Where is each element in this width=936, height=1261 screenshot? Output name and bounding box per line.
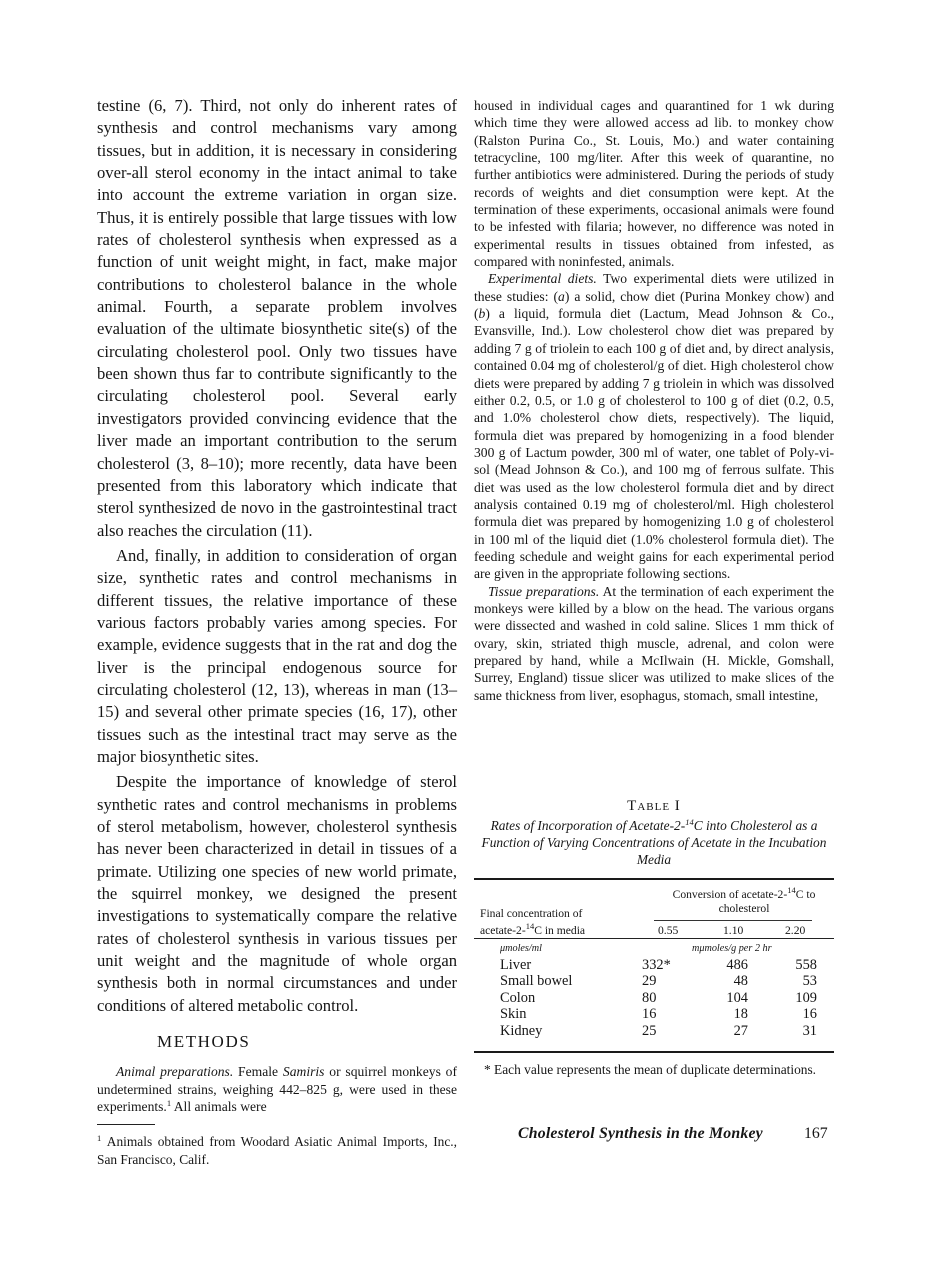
table-row xyxy=(474,1006,834,1022)
column-header: 1.10 xyxy=(723,924,744,937)
footnote-divider xyxy=(97,1124,155,1125)
footnote xyxy=(97,1133,457,1168)
superscript: 14 xyxy=(525,920,535,931)
table-header xyxy=(474,880,834,938)
table-cell: 109 xyxy=(795,989,817,1006)
text-span: ) a liquid, formula diet (Lactum, Mead Johnson & Co., Evansville, Ind.). Low cholesterol chow diet was prepared by adding 7 g of triolein to each 100 g of diet and, by direct analysis, contained 0.04 mg of cholesterol/g of diet. High cholesterol chow diets were prepared by adding 7 g triolein in which was dissolved either 0.2, 0.5, or 1.0 g of cholesterol to 100 g of diet (0.2, 0.5, and 1.0% cholesterol chow diets, respectively). The liquid, formula diet was prepared by homogenizing in a food blender 300 g of Lactum powder, 300 ml of water, one tablet of Poly-vi-sol (Mead Johnson & Co.), and 100 mg of ferrous sulfate. This diet was used as the low cholesterol formula diet and by direct analysis contained 0.19 mg of cholesterol/ml. High cholesterol formula diet was prepared by homogenizing 1.0 g of cholesterol in 100 ml of the liquid diet (1.0% cholesterol formula diet). The feeding schedule and weight gains for each experimental period are given in the appropriate following sections. xyxy=(474,306,834,582)
tissue-name: Liver xyxy=(500,957,532,973)
run-in-heading: Experimental diets. xyxy=(488,271,597,287)
caption-text: C into Cholesterol as a Function of Varying Concentrations of Acetate in the Incubation Media xyxy=(481,818,827,867)
list-letter: a xyxy=(558,288,565,304)
footnote-marker: 1 xyxy=(97,1133,102,1144)
superscript: 14 xyxy=(787,885,796,895)
footnote-text: Animals obtained from Woodard Asiatic Animal Imports, Inc., San Francisco, Calif. xyxy=(97,1134,457,1167)
table-caption xyxy=(474,817,834,868)
text-span: At the termination of each experiment the monkeys were killed by a blow on the head. The various organs were dissected and washed in cold saline. Slices 1 mm thick of ovary, skin, striated thigh muscle, adrenal, and colon were prepared by hand, while a McIlwain (H. Mickle, Gomshall, Surrey, England) tissue slicer was utilized to make slices of the same thickness from liver, esophagus, stomach, small intestine, xyxy=(474,583,834,703)
row-header-line: acetate-2- xyxy=(480,923,526,937)
body-paragraph: Despite the importance of knowledge of sterol synthetic rates and control mechanisms in problems of sterol metabolism, however, cholesterol synthesis has never been characterized in detail in tissues of a primate. Utilizing one species of new world primate, the squirrel monkey, we designed the present investigations to systematically compare the relative rates of cholesterol synthesis in various tissues per unit weight and the magnitude of whole organ synthesis both in normal circumstances and under conditions of altered metabolic control. xyxy=(97,772,457,1015)
list-letter: b xyxy=(478,306,486,322)
table-cell: 53 xyxy=(802,973,817,990)
row-header-line: C in media xyxy=(534,923,586,937)
table-footnote: * Each value represents the mean of duplicate determinations. xyxy=(484,1061,817,1077)
spanner-text: Conversion of acetate-2- xyxy=(672,888,788,901)
table-body xyxy=(474,957,834,1051)
text-span: Two experimental diets were utilized in these studies: ( xyxy=(474,271,834,304)
table-label: Table I xyxy=(627,798,681,814)
run-in-heading: Tissue preparations. xyxy=(488,583,600,599)
column-header: 2.20 xyxy=(785,924,806,937)
genus-name: Samiris xyxy=(282,1064,325,1080)
table-cell: 27 xyxy=(733,1022,748,1039)
spanner-rule xyxy=(654,920,812,921)
row-header-line: Final concentration of xyxy=(480,907,583,920)
text-span: All animals were xyxy=(171,1098,267,1114)
table-bottom-rule xyxy=(474,1051,834,1053)
tissue-name: Colon xyxy=(500,989,536,1006)
section-heading-methods: METHODS xyxy=(157,1032,251,1052)
animal-preparations-paragraph xyxy=(97,1063,457,1115)
table-cell: 332* xyxy=(642,957,671,973)
table-cell: 16 xyxy=(802,1006,817,1023)
superscript: 14 xyxy=(685,817,694,827)
table-cell: 29 xyxy=(642,973,657,990)
table-row xyxy=(474,973,834,989)
text-span: or squirrel monkeys of undetermined strains, weighing 442–825 g, were used in these experiments. xyxy=(97,1064,458,1114)
table-row xyxy=(474,957,834,973)
page-number: 167 xyxy=(804,1125,828,1142)
table-cell: 48 xyxy=(733,973,748,990)
tissue-name: Small bowel xyxy=(500,973,573,990)
experimental-diets-paragraph xyxy=(474,270,834,582)
right-column xyxy=(474,97,834,704)
column-header: 0.55 xyxy=(658,924,679,937)
text-span: Female xyxy=(233,1064,283,1080)
tissue-preparations-paragraph xyxy=(474,583,834,704)
tissue-name: Skin xyxy=(500,1006,527,1023)
tissue-name: Kidney xyxy=(500,1022,543,1039)
table-cell: 80 xyxy=(642,989,657,1006)
page-footer xyxy=(518,1125,838,1143)
row-units: μmoles/ml xyxy=(500,943,542,954)
table-row xyxy=(474,1023,834,1039)
table-1 xyxy=(474,798,834,1092)
spanner-text: C to cholesterol xyxy=(718,888,816,915)
table-cell: 25 xyxy=(642,1022,657,1039)
table-cell: 16 xyxy=(642,1006,657,1023)
table-cell: 18 xyxy=(733,1006,748,1023)
run-in-heading: Animal preparations. xyxy=(116,1064,234,1080)
caption-text: Rates of Incorporation of Acetate-2- xyxy=(490,818,686,833)
units-row xyxy=(474,939,834,957)
value-units: mμmoles/g per 2 hr xyxy=(692,943,772,954)
column-spanner xyxy=(654,885,834,916)
body-paragraph: testine (6, 7). Third, not only do inherent rates of synthesis and control mechanisms vary among tissues, but in addition, it is necessary in considering over-all sterol economy in the intact animal to take into account the extreme variation in organ size. Thus, it is entirely possible that large tissues with low rates of cholesterol synthesis when expressed as a function of unit weight might, in fact, make major contributions to cholesterol balance in the whole animal. Fourth, a separate problem involves evaluation of the ultimate biosynthetic site(s) of the circulating cholesterol pool. Only two tissues have been shown thus far to contribute significantly to the circulating cholesterol pool. Several early investigators provided convincing evidence that the liver made an important contribution to the serum cholesterol (3, 8–10); more recently, data have been presented from this laboratory which indicate that sterol synthesized de novo in the gastrointestinal tract also reaches the circulation (11). xyxy=(97,96,457,540)
left-column xyxy=(97,95,457,1168)
table-row xyxy=(474,990,834,1006)
text-span: ) a solid, chow diet (Purina Monkey chow) and ( xyxy=(474,288,834,322)
table-cell: 104 xyxy=(726,989,748,1006)
running-head: Cholesterol Synthesis in the Monkey xyxy=(518,1125,763,1142)
body-paragraph: housed in individual cages and quarantined for 1 wk during which time they were allowed access ad lib. to monkey chow (Ralston Purina Co., St. Louis, Mo.) and water containing tetracycline, 100 mg/liter. After this week of quarantine, no further antibiotics were administered. During the periods of study records of weights and diet consumption were kept. At the termination of these experiments, occasional animals were found to be infested with filaria; however, no difference was noted in experimental results in tissues obtained from infested, as compared with noninfested, animals. xyxy=(474,98,834,270)
table-cell: 486 xyxy=(726,957,748,973)
row-header xyxy=(480,906,585,939)
footnote-marker[interactable]: 1 xyxy=(166,1097,172,1108)
body-paragraph: And, finally, in addition to consideration of organ size, synthetic rates and control mechanisms in different tissues, the relative importance of these various factors probably varies among species. For example, evidence suggests that in the rat and dog the liver is the principal endogenous source for circulating cholesterol (12, 13), whereas in man (13–15) and several other primate species (16, 17), other tissues such as the intestinal tract may serve as the major biosynthetic sites. xyxy=(97,545,457,766)
table-cell: 558 xyxy=(795,957,817,973)
table-cell: 31 xyxy=(802,1022,817,1039)
